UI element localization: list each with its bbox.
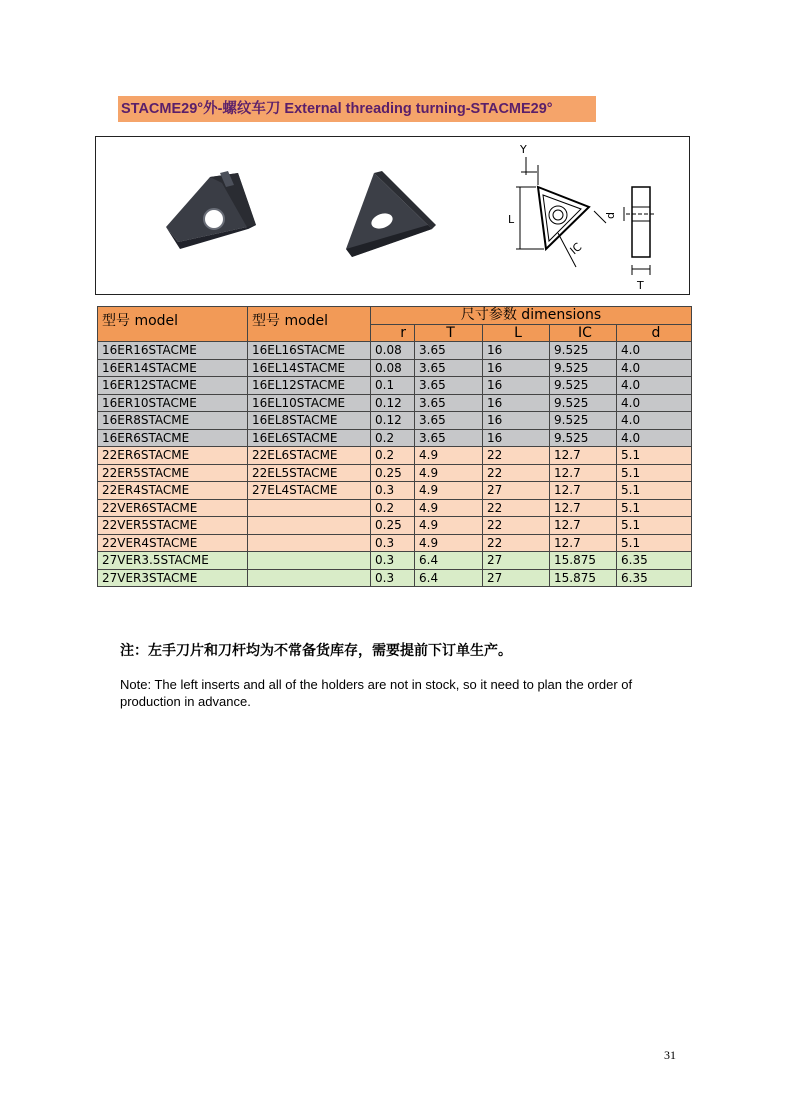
cell-t: 4.9 [415,499,483,517]
insert-photo-front [166,171,256,249]
cell-m1: 22VER4STACME [98,534,248,552]
cell-l: 22 [483,447,550,465]
cell-ic: 9.525 [550,429,617,447]
table-row [98,412,692,430]
cell-l: 22 [483,499,550,517]
label-y: Y [520,143,527,156]
cell-m1: 22ER6STACME [98,447,248,465]
cell-r: 0.2 [371,499,415,517]
product-figure [95,136,690,295]
cell-t: 4.9 [415,464,483,482]
note-english: Note: The left inserts and all of the holders are not in stock, so it need to plan the order of production in advance. [120,677,633,709]
cell-ic: 12.7 [550,447,617,465]
cell-l: 16 [483,412,550,430]
cell-m2: 27EL4STACME [248,482,371,500]
cell-m1: 22VER6STACME [98,499,248,517]
cell-l: 16 [483,429,550,447]
table-header-row [98,307,692,325]
cell-t: 4.9 [415,517,483,535]
cell-l: 27 [483,569,550,587]
label-l: L [508,213,515,226]
header-l: L [483,324,550,342]
header-r: r [371,324,415,342]
cell-ic: 9.525 [550,377,617,395]
cell-m2 [248,534,371,552]
cell-t: 6.4 [415,552,483,570]
cell-m1: 22ER5STACME [98,464,248,482]
cell-t: 4.9 [415,534,483,552]
cell-r: 0.25 [371,517,415,535]
cell-d: 6.35 [617,552,692,570]
cell-l: 16 [483,359,550,377]
cell-d: 5.1 [617,517,692,535]
cell-m2: 16EL12STACME [248,377,371,395]
cell-m2 [248,569,371,587]
cell-ic: 15.875 [550,552,617,570]
table-row [98,429,692,447]
cell-m2: 22EL6STACME [248,447,371,465]
cell-m2: 16EL14STACME [248,359,371,377]
page-title: STACME29°外-螺纹车刀 External threading turning-STACME29° [118,96,596,122]
cell-m1: 16ER10STACME [98,394,248,412]
table-row [98,534,692,552]
cell-ic: 9.525 [550,359,617,377]
cell-t: 4.9 [415,447,483,465]
cell-d: 4.0 [617,412,692,430]
note-chinese: 注：左手刀片和刀杆均为不常备货库存，需要提前下订单生产。 [120,643,512,659]
cell-r: 0.12 [371,412,415,430]
dimensions-table [97,306,692,587]
cell-r: 0.3 [371,552,415,570]
cell-d: 5.1 [617,447,692,465]
cell-m1: 16ER12STACME [98,377,248,395]
cell-t: 4.9 [415,482,483,500]
cell-ic: 9.525 [550,342,617,360]
label-ic: IC [567,240,585,258]
cell-ic: 9.525 [550,412,617,430]
cell-d: 5.1 [617,534,692,552]
cell-t: 3.65 [415,394,483,412]
cell-t: 3.65 [415,412,483,430]
cell-d: 4.0 [617,377,692,395]
table-body [98,342,692,587]
cell-m1: 16ER8STACME [98,412,248,430]
cell-d: 6.35 [617,569,692,587]
cell-ic: 12.7 [550,499,617,517]
cell-m1: 16ER16STACME [98,342,248,360]
cell-l: 22 [483,517,550,535]
cell-m2 [248,552,371,570]
cell-l: 27 [483,552,550,570]
cell-m1: 16ER14STACME [98,359,248,377]
cell-d: 5.1 [617,482,692,500]
table-row [98,342,692,360]
cell-r: 0.25 [371,464,415,482]
insert-illustrations [96,137,691,296]
cell-ic: 15.875 [550,569,617,587]
cell-r: 0.2 [371,429,415,447]
cell-l: 22 [483,464,550,482]
cell-ic: 12.7 [550,464,617,482]
header-model-1: 型号 model [98,307,248,342]
table-row [98,377,692,395]
cell-t: 3.65 [415,429,483,447]
cell-m1: 27VER3STACME [98,569,248,587]
cell-t: 3.65 [415,377,483,395]
cell-r: 0.1 [371,377,415,395]
cell-ic: 12.7 [550,482,617,500]
insert-photo-angled [346,171,436,257]
cell-l: 16 [483,394,550,412]
cell-m2: 16EL10STACME [248,394,371,412]
cell-l: 16 [483,342,550,360]
cell-ic: 12.7 [550,517,617,535]
cell-d: 4.0 [617,429,692,447]
cell-ic: 12.7 [550,534,617,552]
cell-d: 5.1 [617,464,692,482]
table-row [98,359,692,377]
cell-r: 0.08 [371,342,415,360]
cell-m2: 16EL6STACME [248,429,371,447]
table-row [98,569,692,587]
cell-r: 0.2 [371,447,415,465]
table-row [98,552,692,570]
header-model-2: 型号 model [248,307,371,342]
table-row [98,394,692,412]
cell-m2 [248,499,371,517]
cell-d: 4.0 [617,359,692,377]
table-row [98,447,692,465]
cell-d: 4.0 [617,394,692,412]
cell-l: 16 [483,377,550,395]
cell-m1: 22ER4STACME [98,482,248,500]
cell-r: 0.12 [371,394,415,412]
cell-m1: 27VER3.5STACME [98,552,248,570]
cell-l: 22 [483,534,550,552]
page-number: 31 [664,1048,676,1062]
cell-m1: 16ER6STACME [98,429,248,447]
cell-d: 5.1 [617,499,692,517]
cell-m2: 22EL5STACME [248,464,371,482]
cell-d: 4.0 [617,342,692,360]
cell-m2: 16EL16STACME [248,342,371,360]
cell-r: 0.3 [371,534,415,552]
cell-m2 [248,517,371,535]
cell-t: 6.4 [415,569,483,587]
header-d: d [617,324,692,342]
cell-t: 3.65 [415,342,483,360]
cell-l: 27 [483,482,550,500]
header-t: T [415,324,483,342]
table-row [98,517,692,535]
cell-t: 3.65 [415,359,483,377]
cell-m2: 16EL8STACME [248,412,371,430]
table-row [98,464,692,482]
label-d: d [604,212,617,219]
label-t: T [637,279,644,292]
table-row [98,499,692,517]
cell-r: 0.08 [371,359,415,377]
table-row [98,482,692,500]
cell-r: 0.3 [371,482,415,500]
cell-m1: 22VER5STACME [98,517,248,535]
insert-dimension-drawing [516,157,656,275]
cell-r: 0.3 [371,569,415,587]
header-dimensions: 尺寸参数 dimensions [371,307,692,325]
header-ic: IC [550,324,617,342]
cell-ic: 9.525 [550,394,617,412]
